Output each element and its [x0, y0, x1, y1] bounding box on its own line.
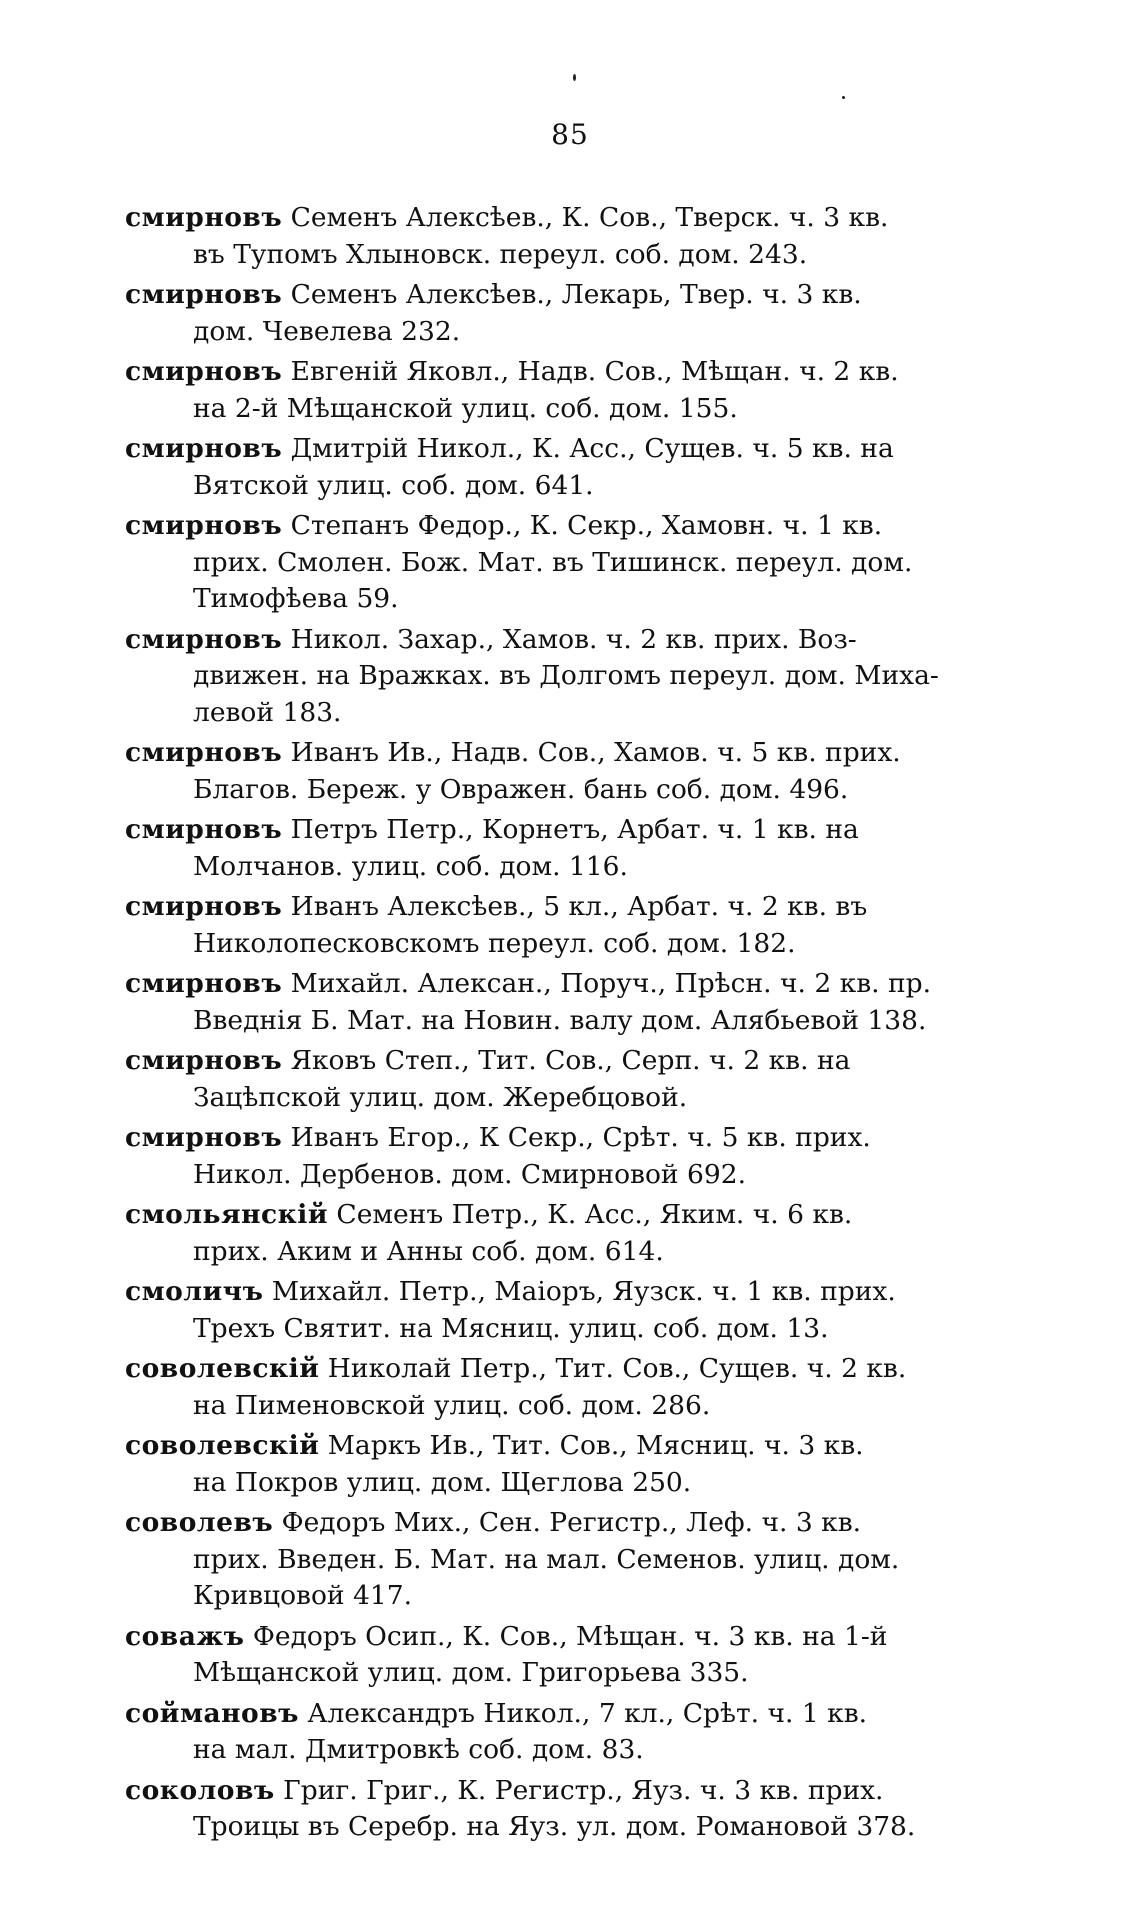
entry-first-line [125, 1274, 1015, 1311]
entry-details: Федоръ Осип., К. Сов., Мѣщан. ч. 3 кв. на 1-й [252, 1620, 888, 1652]
directory-entry [125, 1274, 1015, 1347]
entry-surname: соймановъ [125, 1697, 299, 1729]
entry-continuation-line: Молчанов. улиц. соб. дом. 116. [193, 850, 628, 882]
entry-surname: смирновъ [125, 623, 283, 655]
entry-first-line [125, 354, 1015, 391]
entry-details: Семенъ Петр., К. Асс., Яким. ч. 6 кв. [336, 1199, 853, 1230]
directory-entry [125, 1351, 1015, 1424]
entry-first-line [125, 1505, 1015, 1542]
entry-first-line [125, 1773, 1015, 1810]
directory-entry [125, 812, 1015, 885]
entry-surname: смирновъ [125, 737, 283, 768]
entry-continuation-line: Зацѣпской улиц. дом. Жеребцовой. [193, 1081, 688, 1113]
entry-surname: смирновъ [125, 968, 283, 999]
entry-details: Дмитрій Никол., К. Асс., Сущев. ч. 5 кв. на [290, 433, 894, 464]
entry-continuation-line: прих. Смолен. Бож. Мат. въ Тишинск. переул. дом. [193, 546, 913, 578]
entry-details: Николай Петр., Тит. Сов., Сущев. ч. 2 кв. [327, 1353, 907, 1384]
entry-first-line [125, 622, 1015, 659]
entry-first-line [125, 1428, 1015, 1465]
entry-first-line [125, 966, 1015, 1003]
print-speck [842, 96, 845, 99]
entry-details: Семенъ Алексѣев., Лекарь, Твер. ч. 3 кв. [290, 279, 862, 310]
directory-entry [125, 966, 1015, 1039]
entry-continuation-line: Троицы въ Серебр. на Яуз. ул. дом. Романовой 378. [193, 1811, 916, 1842]
entry-details: Григ. Григ., К. Регистр., Яуз. ч. 3 кв. прих. [283, 1774, 884, 1806]
entry-continuation-line: Никол. Дербенов. дом. Смирновой 692. [193, 1158, 747, 1190]
entry-continuation-line: на мал. Дмитровкѣ соб. дом. 83. [193, 1734, 644, 1765]
directory-entry [125, 735, 1015, 808]
directory-entry [125, 1043, 1015, 1116]
page-number: 85 [551, 118, 589, 151]
directory-entry [125, 1619, 1015, 1692]
entry-surname: смирновъ [125, 1045, 283, 1076]
directory-entry [125, 1696, 1015, 1769]
entry-continuation-line: на Пименовской улиц. соб. дом. 286. [193, 1389, 711, 1421]
entry-surname: соволевскій [125, 1430, 320, 1461]
directory-entry [125, 622, 1015, 732]
directory-entry [125, 1120, 1015, 1193]
entry-surname: смирновъ [125, 1122, 283, 1153]
entry-surname: смирновъ [125, 510, 283, 541]
entry-continuation-line: на Покров улиц. дом. Щеглова 250. [193, 1466, 692, 1498]
entry-details: Иванъ Ив., Надв. Сов., Хамов. ч. 5 кв. прих. [290, 737, 901, 768]
entry-first-line [125, 1043, 1015, 1080]
entry-first-line [125, 889, 1015, 926]
entry-details: Иванъ Алексѣев., 5 кл., Арбат. ч. 2 кв. въ [290, 891, 868, 922]
directory-entry [125, 431, 1015, 504]
entry-continuation-line: Трехъ Святит. на Мясниц. улиц. соб. дом. 13. [193, 1312, 829, 1344]
entry-continuation-line: Благов. Береж. у Овражен. бань соб. дом. 496. [193, 773, 849, 805]
entry-continuation-line: дом. Чевелева 232. [193, 315, 461, 347]
entry-first-line [125, 735, 1015, 772]
directory-entry [125, 508, 1015, 618]
entry-details: Никол. Захар., Хамов. ч. 2 кв. прих. Воз- [290, 623, 857, 655]
entry-continuation-line: Николопесковскомъ переул. соб. дом. 182. [193, 927, 796, 959]
entry-details: Семенъ Алексѣев., К. Сов., Тверск. ч. 3 кв. [290, 202, 889, 233]
entry-details: Александръ Никол., 7 кл., Срѣт. ч. 1 кв. [307, 1697, 868, 1729]
entry-surname: смоличъ [125, 1276, 264, 1307]
entry-details: Маркъ Ив., Тит. Сов., Мясниц. ч. 3 кв. [327, 1430, 864, 1461]
entry-surname: смирновъ [125, 433, 283, 464]
entry-continuation-line: Мѣщанской улиц. дом. Григорьева 335. [193, 1657, 749, 1688]
entry-details: Петръ Петр., Корнетъ, Арбат. ч. 1 кв. на [290, 814, 859, 845]
directory-entry [125, 277, 1015, 350]
entry-first-line [125, 1120, 1015, 1157]
entry-surname: соволевскій [125, 1353, 320, 1384]
entry-continuation-line: Кривцовой 417. [193, 1580, 413, 1611]
entry-continuation-line: левой 183. [193, 696, 342, 728]
entry-first-line [125, 431, 1015, 468]
entry-details: Михайл. Алексан., Поруч., Прѣсн. ч. 2 кв. пр. [290, 968, 932, 999]
entry-details: Евгеній Яковл., Надв. Сов., Мѣщан. ч. 2 кв. [290, 356, 899, 387]
entry-surname: смольянскій [125, 1199, 328, 1230]
directory-entry [125, 889, 1015, 962]
print-speck [573, 74, 576, 81]
entry-surname: соважъ [125, 1620, 245, 1652]
entry-first-line [125, 1197, 1015, 1234]
entry-first-line [125, 508, 1015, 545]
directory-entry [125, 354, 1015, 427]
entry-first-line [125, 812, 1015, 849]
entry-first-line [125, 1351, 1015, 1388]
entry-surname: соволевъ [125, 1507, 274, 1538]
entry-surname: смирновъ [125, 814, 283, 845]
entry-continuation-line: Тимофѣева 59. [193, 583, 399, 614]
entry-first-line [125, 277, 1015, 314]
directory-entry [125, 1505, 1015, 1615]
entry-details: Иванъ Егор., К Секр., Срѣт. ч. 5 кв. прих. [290, 1122, 871, 1153]
directory-entry [125, 200, 1015, 273]
directory-entry [125, 1197, 1015, 1270]
entry-continuation-line: въ Тупомъ Хлыновск. переул. соб. дом. 243. [193, 238, 808, 270]
directory-entries [125, 200, 1015, 1850]
entry-first-line [125, 1696, 1015, 1733]
entry-details: Яковъ Степ., Тит. Сов., Серп. ч. 2 кв. на [290, 1045, 851, 1076]
entry-continuation-line: движен. на Вражках. въ Долгомъ переул. дом. Миха- [193, 660, 939, 691]
entry-surname: смирновъ [125, 202, 283, 233]
entry-surname: соколовъ [125, 1774, 275, 1806]
entry-continuation-line: прих. Введен. Б. Мат. на мал. Семенов. улиц. дом. [193, 1543, 900, 1575]
entry-details: Михайл. Петр., Маіоръ, Яузск. ч. 1 кв. прих. [271, 1276, 896, 1307]
entry-continuation-line: на 2-й Мѣщанской улиц. соб. дом. 155. [193, 392, 738, 424]
entry-surname: смирновъ [125, 356, 283, 387]
entry-first-line [125, 200, 1015, 237]
entry-first-line [125, 1619, 1015, 1656]
entry-continuation-line: Вятской улиц. соб. дом. 641. [193, 469, 594, 501]
entry-surname: смирновъ [125, 279, 283, 310]
directory-entry [125, 1773, 1015, 1846]
directory-entry [125, 1428, 1015, 1501]
entry-surname: смирновъ [125, 891, 283, 922]
entry-details: Степанъ Федор., К. Секр., Хамовн. ч. 1 кв. [290, 510, 883, 541]
entry-continuation-line: прих. Аким и Анны соб. дом. 614. [193, 1235, 664, 1267]
entry-continuation-line: Введнія Б. Мат. на Новин. валу дом. Алябьевой 138. [193, 1004, 927, 1036]
entry-details: Федоръ Мих., Сен. Регистр., Леф. ч. 3 кв. [281, 1507, 862, 1538]
